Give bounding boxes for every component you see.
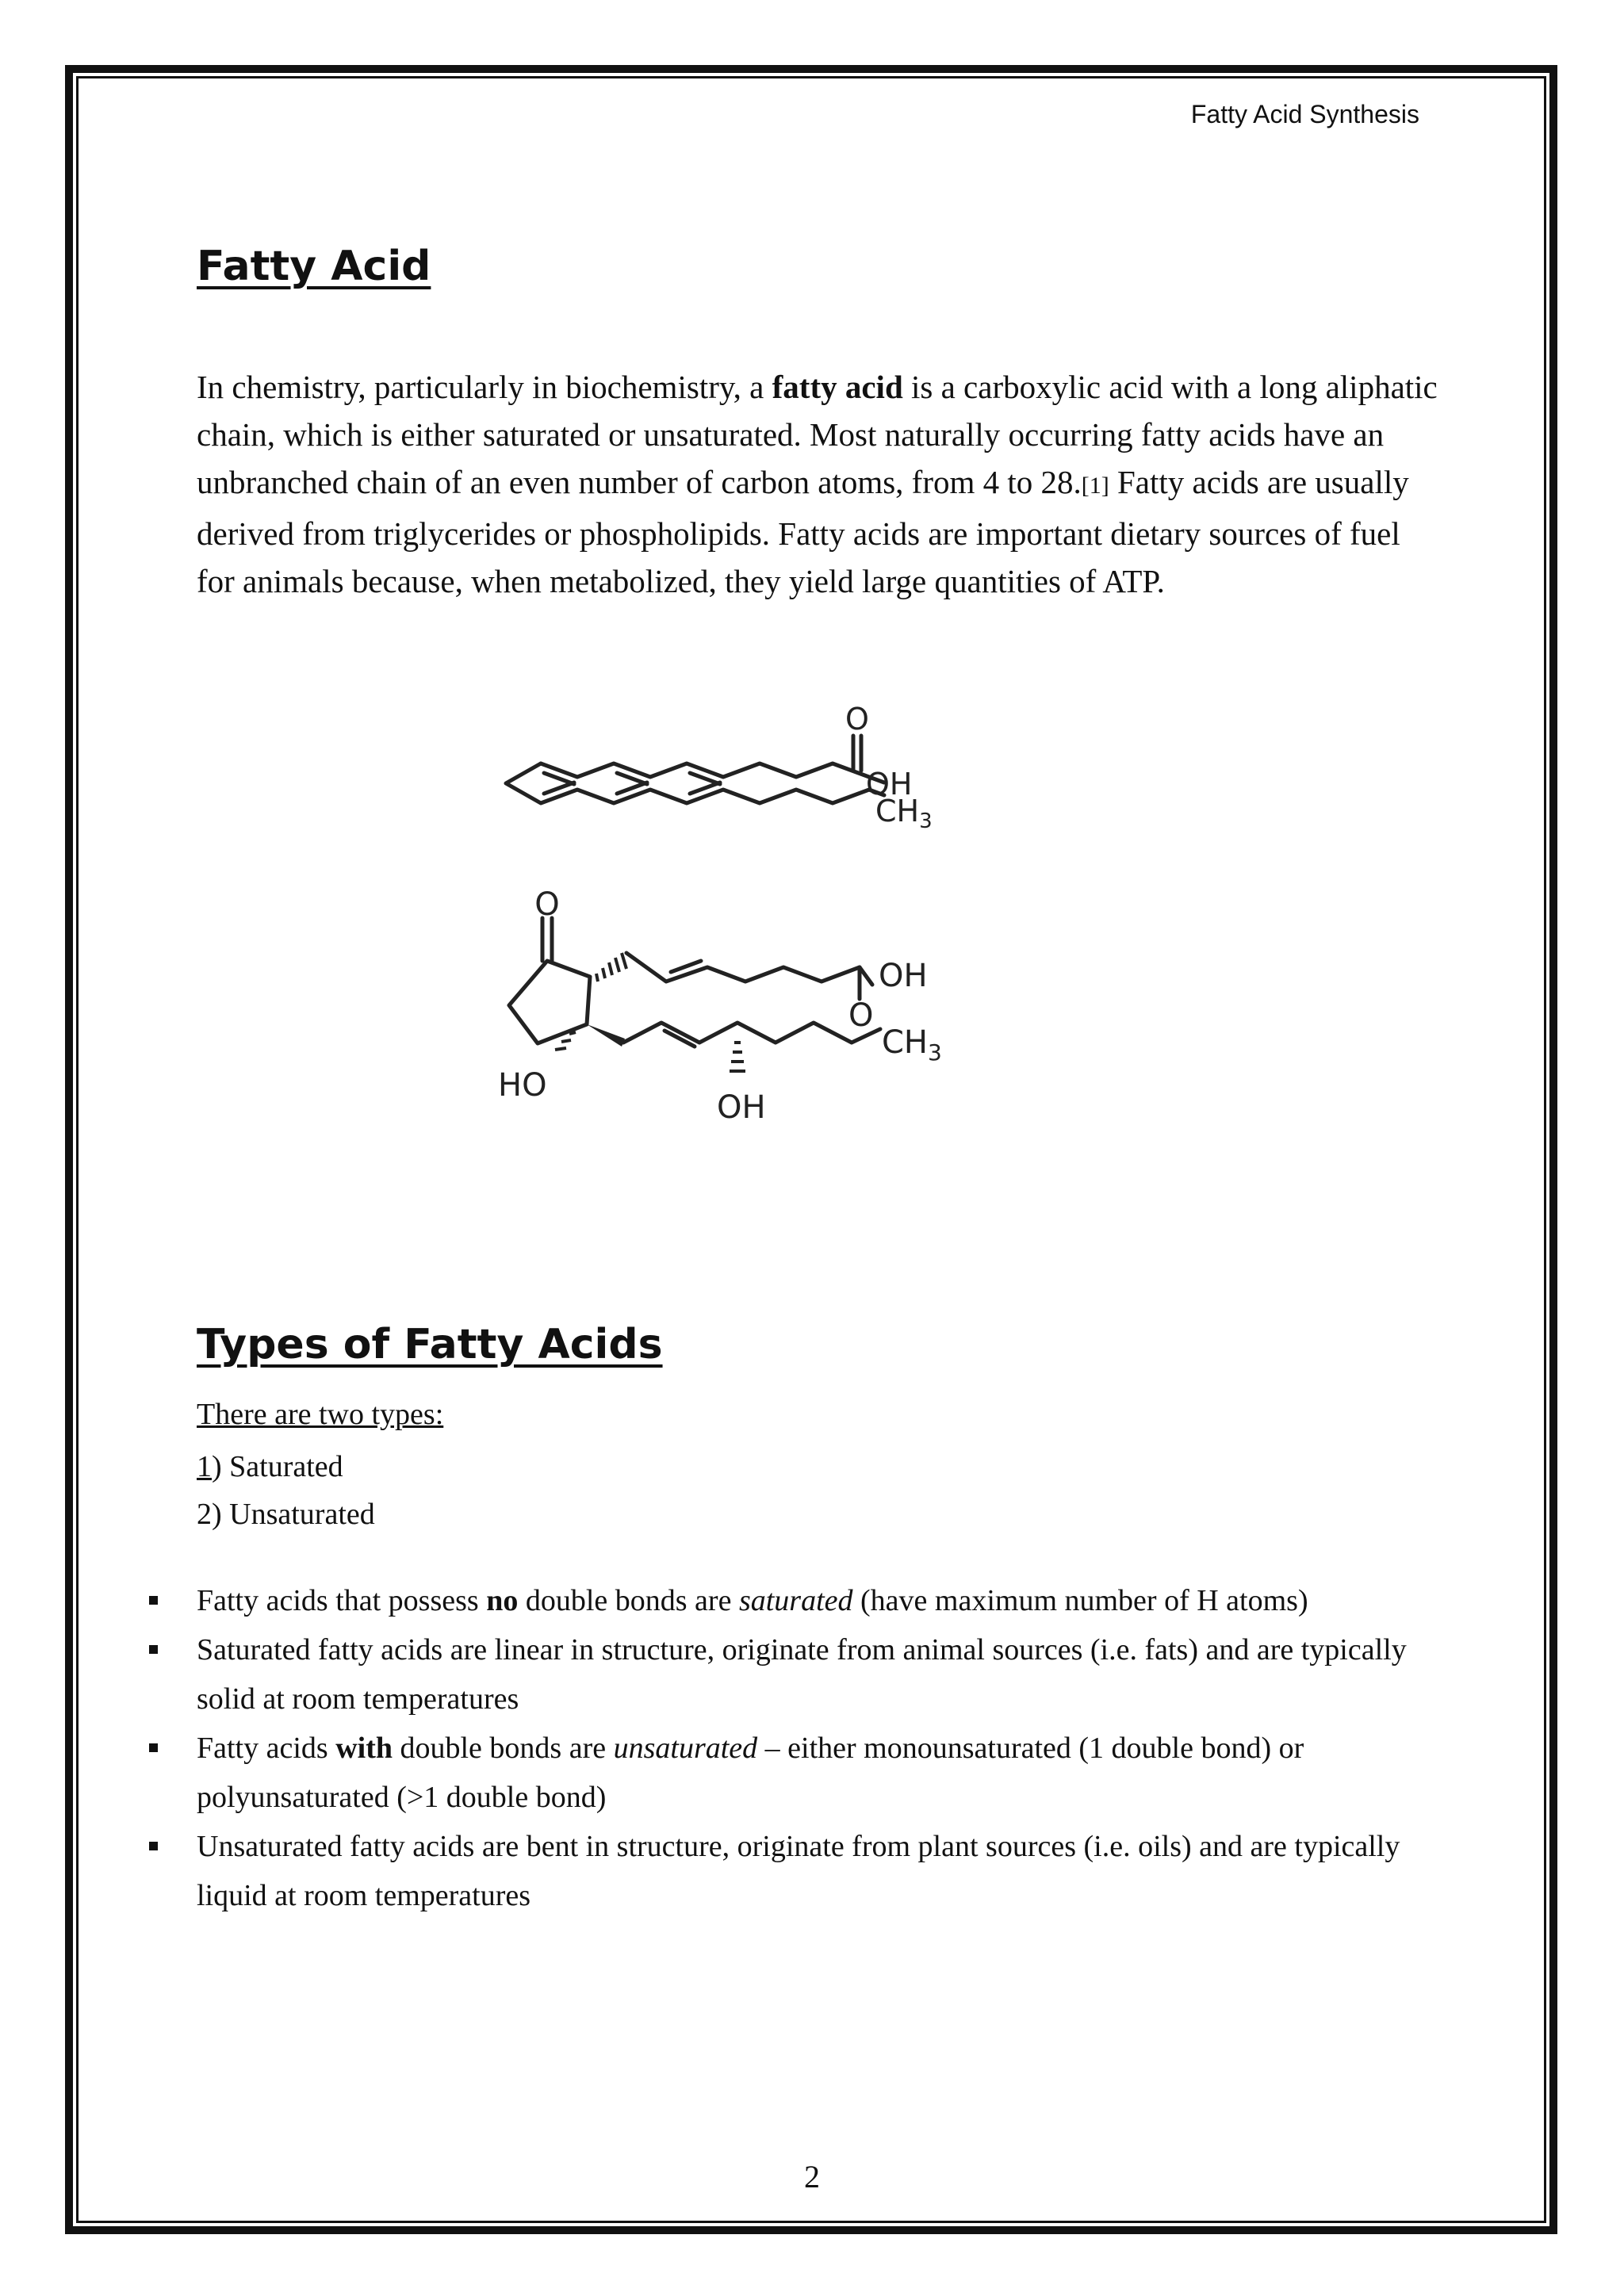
bullet-item: Saturated fatty acids are linear in structure, originate from animal sources (i.e. fats) and are typically solid at room temperatures [143, 1625, 1443, 1724]
intro-text-2: is a carboxylic acid with a long aliphatic chain, which is either saturated or unsaturated. Most naturally occurring fatty acids have an unbranched chain of an even number of carbon atoms, from 4 to 28. [197, 369, 1438, 500]
type-item-saturated: 1) Saturated [197, 1450, 343, 1483]
square-bullet-icon [149, 1842, 158, 1850]
label-ho: HO [498, 1067, 547, 1104]
label-ch3: $CH_3$ [875, 794, 933, 833]
label-oh: OH [866, 767, 913, 802]
type-item-unsaturated: 2) Unsaturated [197, 1498, 375, 1531]
square-bullet-icon [149, 1645, 158, 1654]
section-title-types: Types of Fatty Acids [197, 1321, 663, 1368]
intro-text-3: Fatty acids are usually derived from triglycerides or phospholipids. Fatty acids are important dietary sources of fuel for animals because, when metabolized, they yield large quantities of ATP. [197, 464, 1409, 599]
types-list [197, 1443, 375, 1538]
intro-paragraph [197, 363, 1442, 605]
citation-ref: [1] [1081, 473, 1109, 499]
section-title-fatty-acid: Fatty Acid [197, 243, 431, 290]
label-oh-bottom: OH [717, 1089, 766, 1126]
square-bullet-icon [149, 1743, 158, 1752]
running-header: Fatty Acid Synthesis [1190, 100, 1419, 128]
bullet-item: Fatty acids with double bonds are unsaturated – either monounsaturated (1 double bond) or polyunsaturated (>1 double bond) [143, 1724, 1443, 1822]
structure-arachidonic-acid [476, 698, 1047, 848]
bullet-item: Fatty acids that possess no double bonds are saturated (have maximum number of H atoms) [143, 1576, 1443, 1625]
label-ch3-2: $CH_3$ [882, 1024, 942, 1066]
label-ketone-o: O [534, 888, 560, 923]
chemical-structures-figure [476, 698, 1047, 1142]
page-number: 2 [804, 2159, 820, 2195]
types-intro: There are two types: [197, 1398, 444, 1431]
structure-prostaglandin [476, 888, 1047, 1142]
label-o-top: O [845, 702, 869, 737]
square-bullet-icon [149, 1596, 158, 1605]
bullet-list [143, 1576, 1443, 1920]
intro-text-1: In chemistry, particularly in biochemistry, a [197, 369, 772, 405]
label-acid-oh: OH [879, 958, 928, 994]
label-acid-o: O [848, 997, 874, 1034]
bullet-item: Unsaturated fatty acids are bent in structure, originate from plant sources (i.e. oils) and are typically liquid at room temperatures [143, 1822, 1443, 1920]
intro-bold-term: fatty acid [772, 369, 903, 405]
